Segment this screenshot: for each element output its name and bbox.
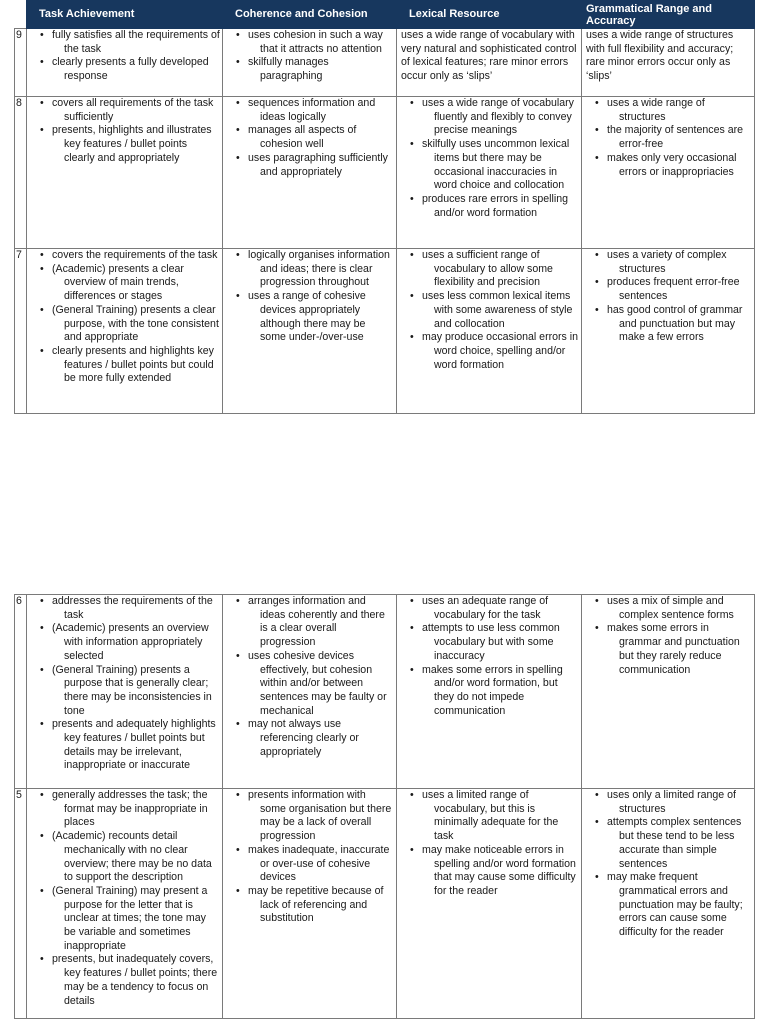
descriptor-text: covers the requirements of the task	[52, 249, 218, 261]
band-number: 5	[15, 789, 27, 1019]
bullet-icon: •	[410, 138, 414, 151]
bullet-icon: •	[595, 124, 599, 137]
task-achievement-cell	[27, 249, 223, 414]
descriptor-list	[30, 789, 220, 1008]
descriptor-item	[30, 97, 220, 124]
bullet-icon: •	[410, 290, 414, 303]
descriptor-text: uses cohesive devices effectively, but cohesion within and/or between sentences may be faulty or mechanical	[248, 649, 387, 717]
descriptor-text: uses a wide range of vocabulary fluently and flexibly to convey precise meanings	[422, 97, 574, 137]
bullet-icon: •	[410, 843, 414, 856]
descriptor-item	[30, 263, 220, 304]
bullet-icon: •	[236, 290, 240, 303]
descriptor-text: fully satisfies all the requirements of the task	[52, 29, 220, 55]
bullet-icon: •	[236, 884, 240, 897]
band-descriptor-table-bottom	[14, 594, 755, 1019]
bullet-icon: •	[40, 97, 44, 109]
bullet-icon: •	[236, 595, 240, 607]
descriptor-item	[30, 124, 220, 165]
descriptor-list	[400, 97, 579, 220]
descriptor-item	[226, 844, 394, 885]
bullet-icon: •	[410, 622, 414, 635]
header-grammatical-range: Grammatical Range and Accuracy	[582, 1, 755, 29]
descriptor-item	[585, 276, 752, 303]
band-row-7	[15, 249, 755, 414]
descriptor-item	[226, 595, 394, 650]
descriptor-item	[400, 664, 579, 719]
grammatical-range-cell	[582, 789, 755, 1019]
bullet-icon: •	[40, 884, 44, 897]
task-achievement-cell	[27, 789, 223, 1019]
bullet-icon: •	[40, 718, 44, 731]
descriptor-list	[585, 97, 752, 179]
descriptor-text: presents and adequately highlights key features / bullet points but details may be irrelevant, inappropriate or inaccurate	[52, 718, 216, 772]
descriptor-item	[30, 56, 220, 83]
descriptor-text: attempts complex sentences but these tend to be less accurate than simple sentences	[607, 816, 742, 870]
descriptor-item	[30, 953, 220, 1008]
task-achievement-cell	[27, 97, 223, 249]
descriptor-item	[585, 97, 752, 124]
coherence-cohesion-cell	[223, 249, 397, 414]
descriptor-text: (General Training) presents a clear purpose, with the tone consistent and appropriate	[52, 303, 219, 344]
bullet-icon: •	[410, 249, 414, 261]
bullet-icon: •	[595, 595, 599, 607]
descriptor-item	[400, 331, 579, 372]
descriptor-text: makes only very occasional errors or inappropriacies	[607, 151, 737, 178]
descriptor-text: presents, highlights and illustrates key features / bullet points clearly and appropriately	[52, 124, 212, 164]
band-row-6	[15, 595, 755, 789]
bullet-icon: •	[40, 663, 44, 676]
lexical-resource-cell	[397, 97, 582, 249]
descriptor-text: uses a wide range of structures with full flexibility and accuracy; rare minor errors occur only as ‘slips’	[586, 29, 734, 83]
descriptor-text: sequences information and ideas logically	[248, 97, 376, 123]
descriptor-text: the majority of sentences are error-free	[607, 124, 744, 151]
bullet-icon: •	[40, 303, 44, 316]
band-number: 9	[15, 29, 27, 97]
descriptor-item	[400, 622, 579, 663]
band-row-5	[15, 789, 755, 1019]
bullet-icon: •	[236, 97, 240, 109]
descriptor-text: presents, but inadequately covers, key features / bullet points; there may be a tendency to focus on details	[52, 953, 218, 1007]
band-descriptor-table-top	[14, 0, 755, 414]
bullet-icon: •	[410, 789, 414, 801]
descriptor-item	[585, 595, 752, 622]
descriptor-item	[30, 885, 220, 954]
descriptor-item	[30, 718, 220, 773]
bullet-icon: •	[40, 262, 44, 275]
descriptor-text: generally addresses the task; the format may be inappropriate in places	[52, 789, 208, 829]
descriptor-item	[400, 789, 579, 844]
descriptor-text: uses a variety of complex structures	[607, 249, 727, 275]
descriptor-item	[585, 124, 752, 151]
header-task-achievement: Task Achievement	[27, 1, 223, 29]
descriptor-text: manages all aspects of cohesion well	[248, 124, 357, 151]
bullet-icon: •	[40, 830, 44, 843]
descriptor-item	[30, 664, 220, 719]
band-number: 7	[15, 249, 27, 414]
bullet-icon: •	[595, 871, 599, 884]
bullet-icon: •	[236, 843, 240, 856]
descriptor-text: (General Training) may present a purpose for the letter that is unclear at times; the tone may be variable and sometimes inappropriate	[52, 884, 208, 952]
descriptor-item	[30, 622, 220, 663]
descriptor-text: makes inadequate, inaccurate or over-use of cohesive devices	[248, 843, 390, 884]
task-achievement-cell	[27, 29, 223, 97]
descriptor-text: uses a limited range of vocabulary, but this is minimally adequate for the task	[422, 789, 559, 843]
bullet-icon: •	[595, 303, 599, 316]
rubric-sheet-top	[14, 0, 754, 414]
descriptor-list	[226, 789, 394, 926]
descriptor-list	[226, 29, 394, 84]
descriptor-list	[226, 249, 394, 345]
descriptor-item	[30, 345, 220, 386]
descriptor-item	[585, 789, 752, 816]
bullet-icon: •	[40, 344, 44, 357]
lexical-resource-cell	[397, 595, 582, 789]
descriptor-item	[30, 29, 220, 56]
descriptor-text: covers all requirements of the task sufficiently	[52, 97, 214, 123]
descriptor-item	[585, 152, 752, 179]
descriptor-item	[226, 56, 394, 83]
descriptor-text: may be repetitive because of lack of referencing and substitution	[248, 884, 384, 925]
descriptor-list	[30, 97, 220, 166]
descriptor-list	[585, 789, 752, 940]
descriptor-list	[400, 789, 579, 899]
descriptor-item	[400, 97, 579, 138]
descriptor-text: may make frequent grammatical errors and punctuation may be faulty; errors can cause some difficulty for the reader	[607, 871, 743, 939]
descriptor-list	[30, 595, 220, 773]
bullet-icon: •	[236, 649, 240, 662]
descriptor-item	[226, 290, 394, 345]
descriptor-item	[400, 138, 579, 193]
bullet-icon: •	[40, 249, 44, 261]
descriptor-text: may make noticeable errors in spelling and/or word formation that may cause some difficulty for the reader	[422, 843, 576, 897]
descriptor-list	[30, 29, 220, 84]
descriptor-item	[585, 304, 752, 345]
descriptor-item	[226, 97, 394, 124]
descriptor-text: may not always use referencing clearly or appropriately	[248, 718, 359, 758]
bullet-icon: •	[595, 789, 599, 801]
bullet-icon: •	[410, 331, 414, 344]
descriptor-list	[400, 249, 579, 372]
descriptor-item	[400, 290, 579, 331]
rubric-sheet-bottom	[14, 594, 754, 1019]
descriptor-item	[226, 249, 394, 290]
grammatical-range-cell	[582, 249, 755, 414]
descriptor-text: uses a wide range of vocabulary with very natural and sophisticated control of lexical features; rare minor errors occur only as ‘slips’	[401, 29, 577, 83]
descriptor-text: (Academic) presents an overview with information appropriately selected	[52, 622, 209, 662]
band-column-header	[15, 1, 27, 29]
descriptor-item	[226, 789, 394, 844]
band-row-8	[15, 97, 755, 249]
bullet-icon: •	[410, 192, 414, 205]
band-number: 8	[15, 97, 27, 249]
grammatical-range-cell	[582, 29, 755, 97]
descriptor-item	[400, 595, 579, 622]
descriptor-item	[226, 29, 394, 56]
bullet-icon: •	[410, 663, 414, 676]
descriptor-text: uses cohesion in such a way that it attracts no attention	[248, 29, 383, 55]
descriptor-item	[30, 595, 220, 622]
bullet-icon: •	[40, 124, 44, 137]
coherence-cohesion-cell	[223, 595, 397, 789]
bullet-icon: •	[40, 789, 44, 801]
bullet-icon: •	[595, 249, 599, 261]
lexical-resource-cell	[397, 29, 582, 97]
coherence-cohesion-cell	[223, 789, 397, 1019]
descriptor-text: makes some errors in spelling and/or word formation, but they do not impede communication	[422, 663, 563, 717]
descriptor-list	[30, 249, 220, 386]
bullet-icon: •	[236, 56, 240, 69]
descriptor-text: arranges information and ideas coherently and there is a clear overall progression	[248, 595, 385, 649]
descriptor-text: (Academic) presents a clear overview of main trends, differences or stages	[52, 262, 184, 303]
descriptor-item	[226, 650, 394, 719]
bullet-icon: •	[595, 151, 599, 164]
descriptor-text: uses only a limited range of structures	[607, 789, 736, 815]
bullet-icon: •	[236, 718, 240, 731]
descriptor-text: (Academic) recounts detail mechanically with no clear overview; there may be no data to support the description	[52, 830, 212, 884]
descriptor-text: produces frequent error-free sentences	[607, 276, 740, 303]
lexical-resource-cell	[397, 249, 582, 414]
bullet-icon: •	[595, 276, 599, 289]
descriptor-text: clearly presents a fully developed response	[52, 56, 209, 83]
descriptor-text: clearly presents and highlights key features / bullet points but could be more fully extended	[52, 344, 214, 385]
grammatical-range-cell	[582, 595, 755, 789]
descriptor-list	[400, 595, 579, 718]
descriptor-text: may produce occasional errors in word choice, spelling and/or word formation	[422, 331, 579, 371]
descriptor-text: makes some errors in grammar and punctuation but they rarely reduce communication	[607, 622, 740, 676]
descriptor-text: uses paragraphing sufficiently and appropriately	[248, 151, 388, 178]
descriptor-list	[226, 97, 394, 179]
bullet-icon: •	[595, 97, 599, 109]
descriptor-item	[400, 193, 579, 220]
descriptor-text: logically organises information and ideas; there is clear progression throughout	[248, 249, 390, 289]
bullet-icon: •	[236, 29, 240, 41]
lexical-resource-cell	[397, 789, 582, 1019]
coherence-cohesion-cell	[223, 29, 397, 97]
bullet-icon: •	[236, 124, 240, 137]
band-number: 6	[15, 595, 27, 789]
descriptor-item	[226, 718, 394, 759]
bullet-icon: •	[40, 622, 44, 635]
header-row	[15, 1, 755, 29]
bullet-icon: •	[410, 595, 414, 607]
descriptor-text: presents information with some organisation but there may be a lack of overall progression	[248, 789, 392, 843]
descriptor-text: uses a wide range of structures	[607, 97, 705, 123]
descriptor-text: uses an adequate range of vocabulary for the task	[422, 595, 549, 621]
descriptor-item	[30, 249, 220, 263]
descriptor-item	[585, 871, 752, 940]
bullet-icon: •	[236, 249, 240, 261]
descriptor-list	[226, 595, 394, 759]
header-coherence-cohesion: Coherence and Cohesion	[223, 1, 397, 29]
coherence-cohesion-cell	[223, 97, 397, 249]
descriptor-list	[585, 595, 752, 677]
descriptor-list	[585, 249, 752, 345]
bullet-icon: •	[236, 789, 240, 801]
bullet-icon: •	[236, 151, 240, 164]
descriptor-text: (General Training) presents a purpose that is generally clear; there may be inconsistencies in tone	[52, 663, 212, 717]
bullet-icon: •	[595, 816, 599, 829]
descriptor-text: uses a mix of simple and complex sentence forms	[607, 595, 734, 621]
descriptor-text: uses a sufficient range of vocabulary to allow some flexibility and precision	[422, 249, 553, 289]
descriptor-item	[400, 249, 579, 290]
bullet-icon: •	[40, 29, 44, 41]
descriptor-item	[226, 124, 394, 151]
descriptor-item	[30, 830, 220, 885]
bullet-icon: •	[410, 97, 414, 109]
descriptor-text: has good control of grammar and punctuation but may make a few errors	[607, 303, 743, 344]
bullet-icon: •	[40, 953, 44, 966]
descriptor-item	[585, 816, 752, 871]
descriptor-text: skilfully uses uncommon lexical items but there may be occasional inaccuracies in word choice and collocation	[422, 138, 570, 192]
descriptor-text: produces rare errors in spelling and/or word formation	[422, 192, 569, 219]
bullet-icon: •	[40, 56, 44, 69]
descriptor-item	[226, 152, 394, 179]
bullet-icon: •	[40, 595, 44, 607]
header-lexical-resource: Lexical Resource	[397, 1, 582, 29]
descriptor-text: attempts to use less common vocabulary but with some inaccuracy	[422, 622, 560, 662]
descriptor-text: uses less common lexical items with some awareness of style and collocation	[422, 290, 573, 330]
band-row-9	[15, 29, 755, 97]
task-achievement-cell	[27, 595, 223, 789]
descriptor-item	[30, 789, 220, 830]
descriptor-item	[585, 249, 752, 276]
descriptor-item	[585, 622, 752, 677]
descriptor-item	[226, 885, 394, 926]
descriptor-text: skilfully manages paragraphing	[248, 56, 329, 83]
descriptor-item	[30, 304, 220, 345]
grammatical-range-cell	[582, 97, 755, 249]
bullet-icon: •	[595, 622, 599, 635]
descriptor-text: uses a range of cohesive devices appropriately although there may be some under-/over-use	[248, 290, 366, 344]
descriptor-item	[400, 844, 579, 899]
descriptor-text: addresses the requirements of the task	[52, 595, 213, 621]
